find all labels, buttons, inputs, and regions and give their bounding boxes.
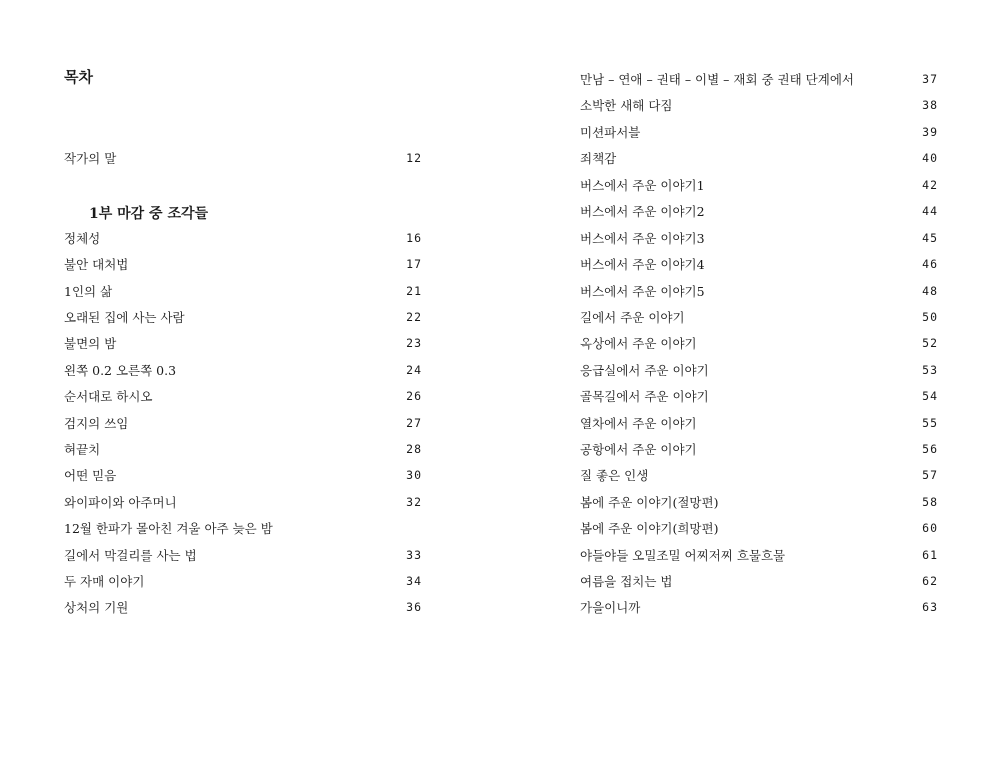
toc-entry-page: 50 <box>922 310 938 324</box>
toc-entry-label: 작가의 말 <box>64 151 117 166</box>
toc-entry-page: 53 <box>922 363 938 377</box>
toc-entry-label: 길에서 막걸리를 사는 법 <box>64 548 197 563</box>
toc-entry[interactable] <box>64 594 422 620</box>
toc-entry-label: 순서대로 하시오 <box>64 389 153 404</box>
toc-entry-label: 버스에서 주운 이야기1 <box>580 178 705 193</box>
toc-entry-page: 34 <box>406 574 422 588</box>
toc-entry[interactable] <box>64 515 422 541</box>
toc-entry-label: 골목길에서 주운 이야기 <box>580 389 709 404</box>
toc-entry-label: 왼쪽 0.2 오른쪽 0.3 <box>64 363 177 378</box>
toc-entry-label: 옥상에서 주운 이야기 <box>580 336 697 351</box>
toc-entry[interactable] <box>580 568 938 594</box>
toc-entry[interactable] <box>580 92 938 118</box>
toc-entry[interactable] <box>580 66 938 92</box>
toc-entry-label: 야들야들 오밀조밀 어찌저찌 흐물흐물 <box>580 548 786 563</box>
toc-entry[interactable] <box>580 225 938 251</box>
toc-entry-page: 61 <box>922 548 938 562</box>
toc-entry[interactable] <box>580 357 938 383</box>
toc-entry-page: 23 <box>406 336 422 350</box>
toc-entry-preface[interactable] <box>64 145 422 171</box>
toc-entry-page: 21 <box>406 284 422 298</box>
toc-entry[interactable] <box>580 410 938 436</box>
toc-entry-page: 48 <box>922 284 938 298</box>
toc-entry-page: 36 <box>406 600 422 614</box>
toc-entry[interactable] <box>64 542 422 568</box>
toc-entry-label: 두 자매 이야기 <box>64 574 145 589</box>
toc-entry-label: 정체성 <box>64 231 101 246</box>
toc-entry-label: 버스에서 주운 이야기5 <box>580 284 705 299</box>
toc-entry-label: 응급실에서 주운 이야기 <box>580 363 709 378</box>
toc-entry[interactable] <box>580 515 938 541</box>
toc-entry-label: 봄에 주운 이야기(희망편) <box>580 521 719 536</box>
toc-entry-label: 질 좋은 인생 <box>580 468 649 483</box>
toc-entry-label: 12월 한파가 몰아친 겨울 아주 늦은 밤 <box>64 521 273 536</box>
toc-entry-page: 16 <box>406 231 422 245</box>
toc-entry-page: 17 <box>406 257 422 271</box>
toc-entry[interactable] <box>580 198 938 224</box>
toc-entry-label: 와이파이와 아주머니 <box>64 495 177 510</box>
toc-entry-page: 33 <box>406 548 422 562</box>
toc-entry-label: 봄에 주운 이야기(절망편) <box>580 495 719 510</box>
toc-entry-label: 죄책감 <box>580 151 617 166</box>
toc-entry-page: 38 <box>922 98 938 112</box>
toc-entry-page: 32 <box>406 495 422 509</box>
toc-entry[interactable] <box>580 304 938 330</box>
toc-entry-label: 공항에서 주운 이야기 <box>580 442 697 457</box>
toc-entry-page: 12 <box>406 151 422 165</box>
toc-entry-page: 40 <box>922 151 938 165</box>
toc-entry-label: 불면의 밤 <box>64 336 117 351</box>
toc-entry-label: 만남 – 연애 – 권태 – 이별 – 재회 중 권태 단계에서 <box>580 72 854 87</box>
toc-entry-page: 62 <box>922 574 938 588</box>
toc-entry[interactable] <box>580 383 938 409</box>
toc-entry[interactable] <box>580 436 938 462</box>
toc-entry-label: 불안 대처법 <box>64 257 129 272</box>
toc-entry-label: 버스에서 주운 이야기2 <box>580 204 705 219</box>
toc-entry[interactable] <box>580 145 938 171</box>
toc-entry[interactable] <box>580 489 938 515</box>
toc-title: 목차 <box>64 68 93 86</box>
toc-entry-page: 28 <box>406 442 422 456</box>
toc-entry-page: 30 <box>406 468 422 482</box>
toc-entry-page: 42 <box>922 178 938 192</box>
toc-entry[interactable] <box>64 436 422 462</box>
toc-entry[interactable] <box>64 357 422 383</box>
toc-entry[interactable] <box>64 489 422 515</box>
toc-entry-page: 26 <box>406 389 422 403</box>
toc-entry-page: 52 <box>922 336 938 350</box>
toc-entry-label: 상처의 기원 <box>64 600 129 615</box>
toc-entry-page: 24 <box>406 363 422 377</box>
toc-entry-page: 57 <box>922 468 938 482</box>
toc-entry-label: 검지의 쓰임 <box>64 416 129 431</box>
toc-entry-page: 37 <box>922 72 938 86</box>
toc-entry-page: 60 <box>922 521 938 535</box>
toc-entry-page: 46 <box>922 257 938 271</box>
toc-entry-page: 45 <box>922 231 938 245</box>
toc-entry-label: 혀끝치 <box>64 442 101 457</box>
toc-entry-label: 버스에서 주운 이야기4 <box>580 257 705 272</box>
toc-entry[interactable] <box>580 278 938 304</box>
toc-entry[interactable] <box>64 304 422 330</box>
toc-entry-label: 열차에서 주운 이야기 <box>580 416 697 431</box>
toc-entry-page: 56 <box>922 442 938 456</box>
toc-entry[interactable] <box>580 172 938 198</box>
toc-entry[interactable] <box>580 542 938 568</box>
toc-entry[interactable] <box>64 330 422 356</box>
toc-entry-label: 가을이니까 <box>580 600 641 615</box>
toc-entry-page: 27 <box>406 416 422 430</box>
toc-entry[interactable] <box>64 383 422 409</box>
toc-entry[interactable] <box>64 568 422 594</box>
part-title: 1부 마감 중 조각들 <box>89 206 209 222</box>
toc-entry[interactable] <box>580 119 938 145</box>
toc-entry-page: 54 <box>922 389 938 403</box>
toc-entry-page: 22 <box>406 310 422 324</box>
toc-entry-label: 미션파서블 <box>580 125 641 140</box>
toc-entry-page: 58 <box>922 495 938 509</box>
toc-entry-page: 55 <box>922 416 938 430</box>
toc-entry[interactable] <box>580 330 938 356</box>
toc-entry-label: 소박한 새해 다짐 <box>580 98 673 113</box>
toc-entry-label: 버스에서 주운 이야기3 <box>580 231 705 246</box>
toc-entry[interactable] <box>580 594 938 620</box>
toc-entry-label: 여름을 접치는 법 <box>580 574 673 589</box>
toc-entry-page: 63 <box>922 600 938 614</box>
toc-entry-page: 44 <box>922 204 938 218</box>
toc-entry[interactable] <box>64 225 422 251</box>
toc-entry[interactable] <box>580 462 938 488</box>
toc-entry[interactable] <box>64 410 422 436</box>
toc-entry-label: 오래된 집에 사는 사람 <box>64 310 185 325</box>
toc-entry-label: 길에서 주운 이야기 <box>580 310 685 325</box>
toc-entry[interactable] <box>64 278 422 304</box>
toc-entry-label: 어떤 믿음 <box>64 468 117 483</box>
toc-entry[interactable] <box>580 251 938 277</box>
toc-entry-label: 1인의 삶 <box>64 284 113 299</box>
toc-entry-page: 39 <box>922 125 938 139</box>
toc-entry[interactable] <box>64 251 422 277</box>
toc-entry[interactable] <box>64 462 422 488</box>
